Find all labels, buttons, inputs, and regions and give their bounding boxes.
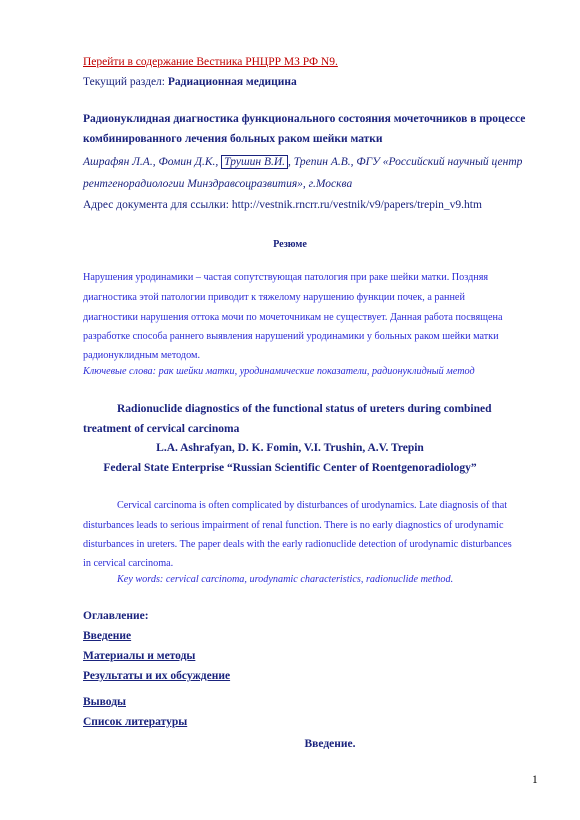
abstract-en-line-2: disturbances leads to serious impairment of renal function. There is no early diagnostics of urodynamic <box>83 520 504 531</box>
resume-line-3: диагностики нарушения оттока мочи по мочеточникам не существует. Данная работа посвящена <box>83 312 503 323</box>
abstract-en-line-3: disturbances in ureters. The paper deals with the early radionuclide detection of urodynamic disturbances <box>83 539 512 550</box>
section-name: Радиационная медицина <box>167 76 297 88</box>
resume-line-5: радионуклидным методом. <box>83 350 201 361</box>
article-title-en-line1: Radionuclide diagnostics of the functional status of ureters during combined <box>117 403 492 415</box>
current-section <box>83 76 297 88</box>
article-title-ru-line2: комбинированного лечения больных раком шейки матки <box>83 133 383 145</box>
toc-link-introduction[interactable]: Введение <box>83 630 132 642</box>
toc-link-conclusions[interactable]: Выводы <box>83 696 126 708</box>
authors-en: L.A. Ashrafyan, D. K. Fomin, V.I. Trushin, A.V. Trepin <box>156 442 424 454</box>
document-url: Адрес документа для ссылки: http://vestnik.rncrr.ru/vestnik/v9/papers/trepin_v9.htm <box>83 199 482 211</box>
article-title-ru-line1: Радионуклидная диагностика функционального состояния мочеточников в процессе <box>83 113 526 125</box>
introduction-heading: Введение. <box>304 738 356 750</box>
toc-link-results-discussion[interactable]: Результаты и их обсуждение <box>83 670 231 682</box>
toc-link-materials-methods[interactable]: Материалы и методы <box>83 650 196 662</box>
authors-ru-b: , Трепин А.В., ФГУ «Российский научный центр <box>288 156 523 168</box>
author-highlighted: Трушин В.И. <box>221 155 288 169</box>
resume-line-2: диагностика этой патологии приводит к тяжелому нарушению функции почек, а ранней <box>83 292 465 303</box>
article-title-en-line2: treatment of cervical carcinoma <box>83 423 240 435</box>
toc-link-references[interactable]: Список литературы <box>83 716 188 728</box>
page-number: 1 <box>532 774 538 786</box>
abstract-en-line-1: Cervical carcinoma is often complicated by disturbances of urodynamics. Late diagnosis of that <box>117 500 508 511</box>
resume-heading: Резюме <box>273 239 307 250</box>
authors-ru-a: Ашрафян Л.А., Фомин Д.К., <box>83 156 219 168</box>
keywords-en: Key words: cervical carcinoma, urodynamic characteristics, radionuclide method. <box>117 574 454 585</box>
abstract-en-line-4: in cervical carcinoma. <box>83 558 174 569</box>
journal-contents-link[interactable]: Перейти в содержание Вестника РНЦРР МЗ РФ N9. <box>83 56 338 68</box>
resume-keywords: Ключевые слова: рак шейки матки, уродинамические показатели, радионуклидный метод <box>83 366 475 377</box>
authors-ru-line2: рентгенорадиологии Минздравсоцразвития», г.Москва <box>83 178 353 190</box>
toc-heading: Оглавление: <box>83 610 149 622</box>
section-prefix: Текущий раздел: <box>83 76 168 88</box>
resume-line-1: Нарушения уродинамики – частая сопутствующая патология при раке шейки матки. Поздняя <box>83 272 489 283</box>
resume-line-4: разработке способа раннего выявления нарушений уродинамики у больных раком шейки матки <box>83 331 499 342</box>
affiliation-en: Federal State Enterprise “Russian Scientific Center of Roentgenoradiology” <box>103 462 477 474</box>
authors-ru-line1 <box>83 156 522 168</box>
